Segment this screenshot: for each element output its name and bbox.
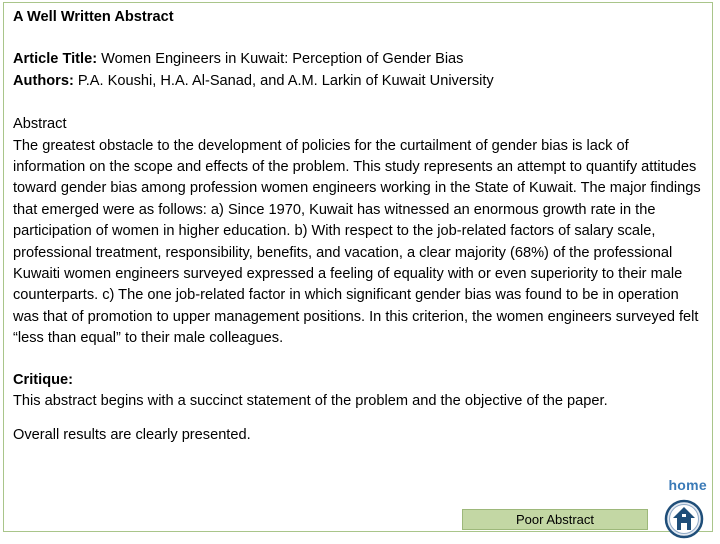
- article-title-label: Article Title:: [13, 51, 98, 68]
- authors-label: Authors:: [13, 72, 74, 89]
- authors-value: P.A. Koushi, H.A. Al-Sanad, and A.M. Larkin of Kuwait University: [73, 72, 494, 89]
- page-title: A Well Written Abstract: [13, 9, 174, 25]
- poor-abstract-button[interactable]: Poor Abstract: [462, 509, 648, 530]
- abstract-heading: Abstract: [13, 116, 67, 133]
- overall-results-text: Overall results are clearly presented.: [13, 426, 251, 443]
- home-link[interactable]: home: [668, 477, 707, 493]
- critique-text: This abstract begins with a succinct statement of the problem and the objective of the paper.: [13, 393, 608, 410]
- home-button[interactable]: [664, 499, 704, 539]
- home-arrow-icon: [664, 499, 704, 539]
- authors-line: [13, 71, 703, 92]
- article-title-value: Women Engineers in Kuwait: Perception of Gender Bias: [97, 51, 464, 68]
- critique-heading: Critique:: [13, 371, 73, 388]
- abstract-text: The greatest obstacle to the development of policies for the curtailment of gender bias is lack of information on the scope and effects of the problem. This study represents an attempt to quantify attitudes toward gender bias among profession women engineers working in the State of Kuwait. The major findings that emerged were as follows: a) Since 1970, Kuwait has witnessed an enormous growth rate in the participation of women in higher education. b) With respect to the job-related factors of salary scale, professional treatment, responsibility, benefits, and vacation, a clear majority (68%) of the professional Kuwaiti women engineers surveyed expressed a feeling of equality with or even superiority to their male counterparts. c) The one job-related factor in which significant gender bias was found to be in operation was that of promotion to upper management positions. In this criterion, the women engineers surveyed felt “less than equal” to their male colleagues.: [13, 137, 701, 347]
- document-body: [13, 7, 703, 446]
- article-title-line: [13, 49, 703, 70]
